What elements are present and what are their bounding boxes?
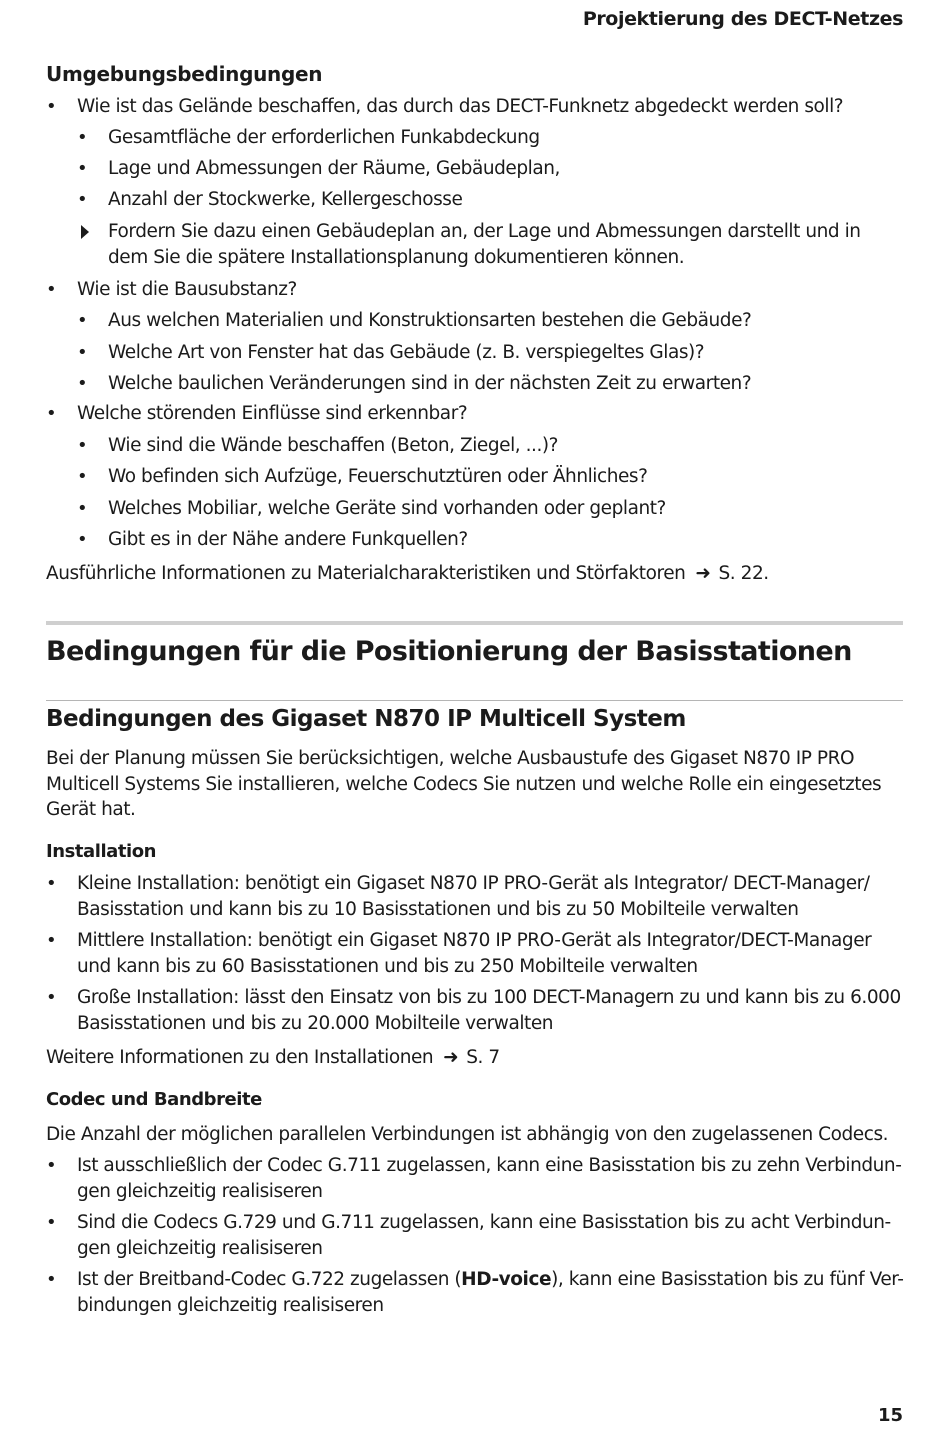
running-head: Projektierung des DECT-Netzes — [582, 8, 903, 30]
section-divider — [46, 621, 903, 625]
list-item: Lage und Abmessungen der Räume, Gebäudeplan, — [108, 158, 560, 179]
bullet: • — [46, 403, 57, 424]
cross-reference — [46, 561, 769, 587]
codec-heading: Codec und Bandbreite — [46, 1089, 262, 1110]
list-item: Anzahl der Stockwerke, Kellergeschosse — [108, 189, 463, 210]
action-triangle-icon — [81, 225, 89, 239]
chapter-heading: Bedingungen für die Positionierung der Basisstationen — [46, 636, 852, 667]
installation-reference — [46, 1045, 500, 1071]
cross-reference-text: Ausführliche Informationen zu Materialcharakteristiken und Störfaktoren — [46, 563, 686, 584]
installation-item-line: Mittlere Installation: benötigt ein Gigaset N870 IP PRO-Gerät als Integrator/DECT-Manager — [77, 930, 872, 951]
bullet: • — [77, 435, 88, 456]
installation-item-line: Kleine Installation: benötigt ein Gigaset N870 IP PRO-Gerät als Integrator/ DECT-Manager/ — [77, 873, 870, 894]
codec-item-text: ), kann eine Basisstation bis zu fünf Ver- — [551, 1269, 904, 1290]
cross-reference-page-link[interactable]: S. 22. — [718, 563, 769, 584]
codec-item-text: Ist der Breitband-Codec G.722 zugelassen ( — [77, 1269, 462, 1290]
installation-item-line: und kann bis zu 60 Basisstationen und bis zu 250 Mobilteile verwalten — [77, 956, 698, 977]
codec-item-line: gen gleichzeitig realisiseren — [77, 1238, 323, 1259]
installation-item-line: Basisstation und kann bis zu 10 Basisstationen und bis zu 50 Mobilteile verwalten — [77, 899, 799, 920]
list-item: Welches Mobiliar, welche Geräte sind vorhanden oder geplant? — [108, 498, 666, 519]
question-1: Wie ist das Gelände beschaffen, das durch das DECT-Funknetz abgedeckt werden soll? — [77, 96, 844, 117]
codec-item-line: bindungen gleichzeitig realisiseren — [77, 1295, 384, 1316]
page-number: 15 — [877, 1405, 903, 1426]
bullet: • — [77, 498, 88, 519]
installation-heading: Installation — [46, 841, 157, 862]
bullet: • — [77, 466, 88, 487]
codec-intro: Die Anzahl der möglichen parallelen Verbindungen ist abhängig von den zugelassenen Codecs. — [46, 1124, 889, 1145]
bullet: • — [46, 930, 57, 951]
question-2: Wie ist die Bausubstanz? — [77, 279, 297, 300]
list-item: Welche Art von Fenster hat das Gebäude (z. B. verspiegeltes Glas)? — [108, 342, 705, 363]
bullet: • — [77, 158, 88, 179]
bullet: • — [77, 529, 88, 550]
bullet: • — [46, 873, 57, 894]
question-3: Welche störenden Einflüsse sind erkennbar? — [77, 403, 468, 424]
list-item: Gibt es in der Nähe andere Funkquellen? — [108, 529, 468, 550]
bullet: • — [46, 279, 57, 300]
list-item: Aus welchen Materialien und Konstruktionsarten bestehen die Gebäude? — [108, 310, 752, 331]
arrow-right-icon: ➜ — [443, 1047, 459, 1068]
bullet: • — [46, 1269, 57, 1290]
intro-line: Bei der Planung müssen Sie berücksichtigen, welche Ausbaustufe des Gigaset N870 IP PRO — [46, 748, 855, 769]
list-item: Wo befinden sich Aufzüge, Feuerschutztüren oder Ähnliches? — [108, 466, 648, 487]
hd-voice-term: HD-voice — [461, 1269, 552, 1290]
codec-item-line: Ist ausschließlich der Codec G.711 zugelassen, kann eine Basisstation bis zu zehn Verbindun- — [77, 1155, 902, 1176]
list-item: Gesamtfläche der erforderlichen Funkabdeckung — [108, 127, 540, 148]
installation-item-line: Große Installation: lässt den Einsatz von bis zu 100 DECT-Managern zu und kann bis zu 6.000 — [77, 987, 901, 1008]
section-heading-umgebung: Umgebungsbedingungen — [46, 62, 323, 86]
intro-line: Multicell Systems Sie installieren, welche Codecs Sie nutzen und welche Rolle ein eingesetztes — [46, 774, 882, 795]
bullet: • — [77, 342, 88, 363]
subsection-heading: Bedingungen des Gigaset N870 IP Multicell System — [46, 706, 686, 732]
bullet: • — [77, 373, 88, 394]
codec-item-line: Sind die Codecs G.729 und G.711 zugelassen, kann eine Basisstation bis zu acht Verbindun- — [77, 1212, 891, 1233]
bullet: • — [46, 1155, 57, 1176]
installation-item-line: Basisstationen und bis zu 20.000 Mobilteile verwalten — [77, 1013, 554, 1034]
action-line-2: dem Sie die spätere Installationsplanung dokumentieren können. — [108, 247, 685, 268]
installation-reference-page-link[interactable]: S. 7 — [466, 1047, 500, 1068]
bullet: • — [46, 987, 57, 1008]
bullet: • — [77, 127, 88, 148]
bullet: • — [77, 189, 88, 210]
intro-line: Gerät hat. — [46, 799, 136, 820]
bullet: • — [46, 96, 57, 117]
bullet: • — [46, 1212, 57, 1233]
codec-item-line: gen gleichzeitig realisiseren — [77, 1181, 323, 1202]
list-item: Wie sind die Wände beschaffen (Beton, Ziegel, ...)? — [108, 435, 559, 456]
action-line-1: Fordern Sie dazu einen Gebäudeplan an, der Lage und Abmessungen darstellt und in — [108, 221, 861, 242]
bullet: • — [77, 310, 88, 331]
list-item: Welche baulichen Veränderungen sind in der nächsten Zeit zu erwarten? — [108, 373, 752, 394]
codec-item-line — [77, 1267, 903, 1293]
installation-reference-text: Weitere Informationen zu den Installationen — [46, 1047, 434, 1068]
arrow-right-icon: ➜ — [695, 563, 711, 584]
subsection-divider — [46, 700, 903, 701]
